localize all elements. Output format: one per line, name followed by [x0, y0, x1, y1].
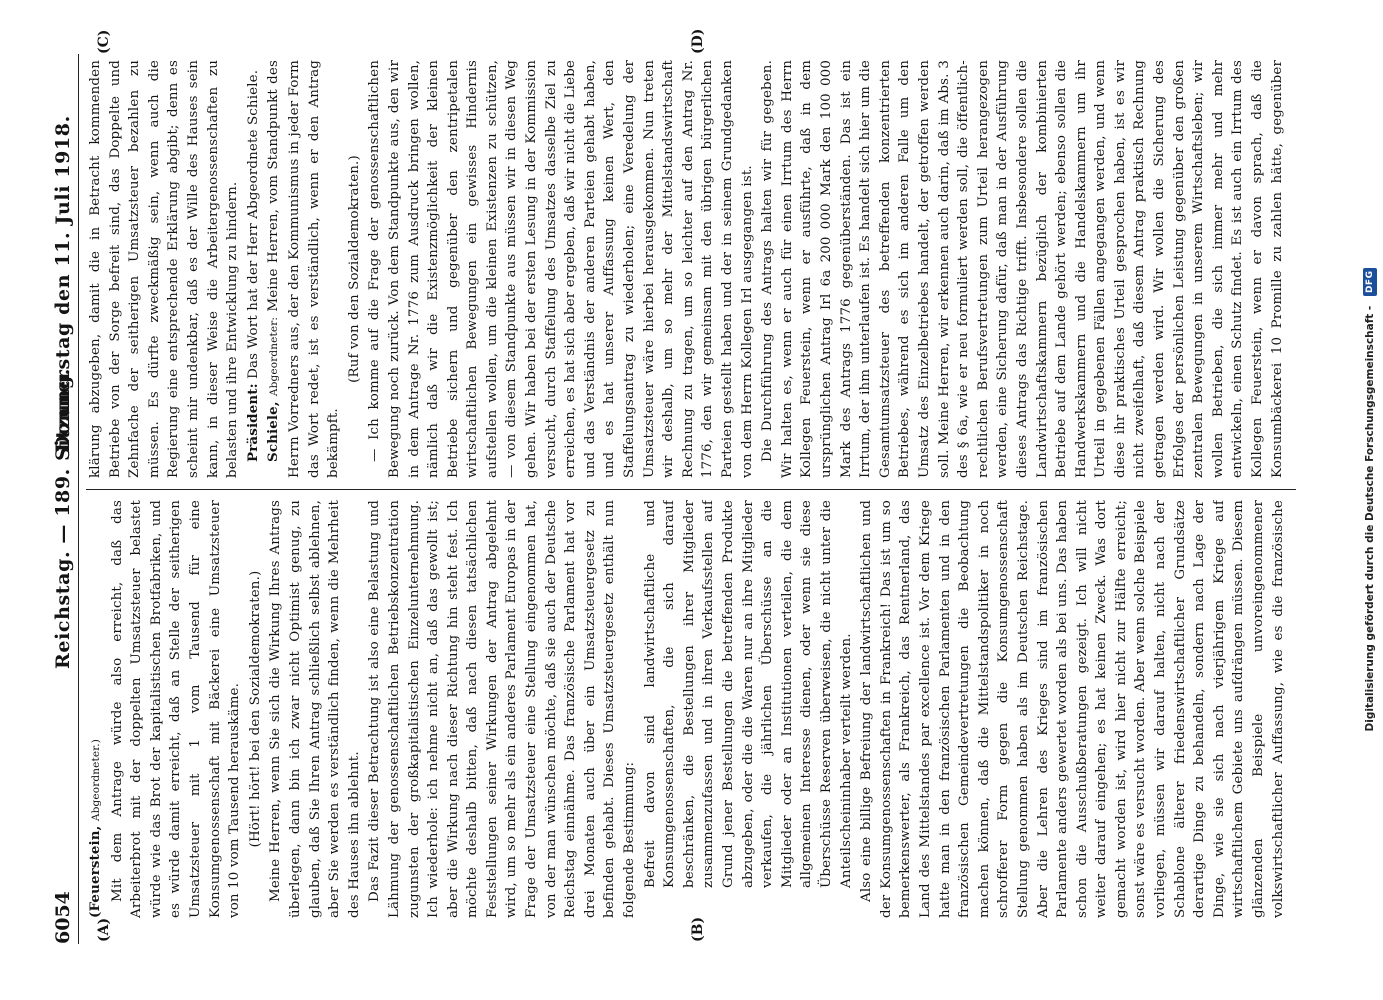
left-column	[86, 500, 1286, 918]
paragraph: Meine Herren, wenn Sie sich die Wirkung Ihres Antrags überlegen, dann bin ich zwar nicht Optimist genug, zu glauben, daß Sie Ihren Antrag schließlich selbst ablehnen, aber Sie werden es verständlich finden, wenn die Mehrheit des Hauses ihn ablehnt.	[268, 500, 362, 918]
margin-marker-c: (C)	[96, 29, 112, 54]
speaker-name: (Feuerstein,	[87, 825, 103, 918]
dfg-logo: DFG	[1363, 268, 1377, 297]
paragraph: Das Fazit dieser Betrachtung ist also eine Belastung und Lähmung der genossenschaftlichen Betriebskonzentration zugunsten der großkapitalistischen Einzelunternehmung. Ich wiederhole: ich nehme nicht an, daß das gewollt ist; aber die Wirkung nach dieser Richtung hin steht fest. Ich möchte deshalb bitten, daß nach diesen tatsächlichen Feststellungen seiner Wirkungen der Antrag abgelehnt wird, um so mehr als ein anderes Parlament Europas in der Frage der Umsatzsteuer eine Stellung eingenommen hat, von der man wünschen möchte, daß sie auch der Deutsche Reichstag einnähme. Das französische Parlament hat vor drei Monaten auch über ein Umsatzsteuergesetz zu befinden gehabt. Dieses Umsatzsteuergesetz enthält nun folgende Bestimmung:	[367, 500, 638, 918]
column-divider	[86, 489, 1296, 490]
page-header	[48, 54, 79, 944]
session-title: Reichstag. — 189. Sitzung.	[52, 368, 74, 669]
paragraph: Mit dem Antrage würde also erreicht, daß das Arbeiterbrot mit der doppelten Umsatzsteuer belastet würde wie das Brot der kapitalistischen Brotfabriken, und es würde damit erreicht, daß an Stelle der seitherigen Umsatzsteuer mit 1 vom Tausend für eine Konsumgenossenschaft mit Bäckerei eine Umsatzsteuer von 10 vom Tausend herauskäme.	[109, 500, 243, 918]
margin-marker-b: (B)	[690, 916, 706, 942]
page-number: 6054	[52, 891, 74, 944]
interjection: (Ruf von den Sozialdemokraten.)	[346, 155, 362, 383]
paragraph: klärung abzugeben, damit die in Betracht kommenden Betriebe von der Sorge befreit sind, das Doppelte und Zehnfache der seitherigen Umsatzsteuer bezahlen zu müssen. Es dürfte zweckmäßig sein, wenn auch die Regierung eine entsprechende Erklärung abgibt; denn es scheint mir undenkbar, daß es der Wille des Hauses sein kann, in dieser Weise die Arbeitergenossenschaften zu belasten und ihre Entwicklung zu hindern.	[88, 60, 241, 478]
speaker-name: Schiele,	[265, 401, 282, 462]
margin-marker-a: (A)	[96, 917, 112, 942]
speaker-intro	[264, 60, 343, 478]
paragraph: Die Durchführung des Antrags halten wir für gegeben. Wir halten es, wenn er auch für einen Irrtum des Herrn Kollegen Feuerstein, wenn er ausführte, daß in dem ursprünglichen Antrag Irl 6a 200 000 Mark den 100 000 Mark des Antrags 1776 gegenüberständen. Das ist ein Irrtum, der ihm unterlaufen ist. Es handelt sich hier um die Gesamtumsatzsteuer des betreffenden konzentrierten Betriebes, während es sich im anderen Falle um den Umsatz des Einzelbetriebes handelt, der getroffen werden soll. Meine Herren, wir erkennen auch darin, daß im Abs. 3 des § 6a, wie er neu formuliert werden soll, die öffentlich-rechtlichen Berufsvertretungen zum Urteil herangezogen werden, eine Sicherung dafür, daß man in der Ausführung dieses Antrags das Richtige trifft. Insbesondere sollen die Landwirtschaftskammern bezüglich der kombinierten Betriebe auf dem Lande gehört werden; ebenso sollen die Handwerkskammern und die Handelskammern um ihr Urteil in gegebenen Fällen angegangen werden, und wenn diese ihr praktisches Urteil gesprochen haben, ist es wir nicht zweifelhaft, daß diesem Antrag praktisch Rechnung getragen werden wird. Wir wollen die Sicherung des Erfolges der persönlichen Leistung gegenüber den großen zentralen Bewegungen in unserem Wirtschaftsleben; wir wollen Betrieben, die sich immer mehr und mehr entwickeln, einen Schutz findet. Es ist auch ein Irrtum des Kollegen Feuerstein, wenn er davon sprach, daß die Konsumbäckerei 10 Promille zu zahlen hätte, gegenüber	[760, 60, 1285, 478]
president-statement	[244, 60, 264, 478]
president-label: Präsident:	[244, 383, 261, 462]
digitization-text: Digitalisierung gefördert durch die Deutsche Forschungsgemeinschaft -	[1364, 305, 1376, 732]
speaker-text: Meine Herren, vom Standpunkt des Herrn Vorredners aus, der den Kommunismus in jeder Form das Wort redet, ist es verständlich, wenn er den Antrag bekämpft.	[266, 60, 342, 478]
speaker-continuation	[86, 500, 107, 918]
session-date: Donnerstag den 11. Juli 1918.	[52, 115, 74, 452]
law-quote: Befreit davon sind landwirtschaftliche und Konsumgenossenschaften, die sich darauf beschränken, die Bestellungen ihrer Mitglieder zusammenzufassen und in ihren Verkaufsstellen auf Grund jener Bestellungen die betreffenden Produkte abzugeben, oder die die Waren nur an ihre Mitglieder verkaufen, die jährlichen Überschüsse an die Mitglieder oder an Institutionen verteilen, die dem allgemeinen Interesse dienen, oder wenn sie diese Überschüsse Reserven überweisen, die nicht unter die Anteilscheininhaber verteilt werden.	[642, 500, 854, 888]
speaker-role: Abgeordneter.)	[90, 738, 102, 822]
right-column	[86, 60, 1286, 478]
margin-marker-d: (D)	[690, 28, 706, 54]
paragraph: — Ich komme auf die Frage der genossenschaftlichen Bewegung noch zurück. Von dem Standpunkte aus, den wir in dem Antrage Nr. 1776 zum Ausdruck bringen wollen, nämlich daß wir die Existenzmöglichkeit der kleinen Betriebe sichern und gegenüber den zentripetalen wirtschaftlichen Bewegungen ein gewisses Hindernis aufstellen wollen, um die kleinen Existenzen zu schützen, — von diesem Standpunkte aus müssen wir in diesen Weg gehen. Wir haben bei der ersten Lesung in der Kommission versucht, durch Staffelung des Umsatzes dasselbe Ziel zu erreichen, es hat sich aber ergeben, daß wir nicht die Liebe und das Verständnis der anderen Parteien gehabt haben, und es hat unserer Auffassung keinen Wert, den Staffelungsantrag zu wiederholen; eine Veredelung der Umsatzsteuer wäre hierbei herausgekommen. Nun treten wir deshalb, um so mehr der Mittelstandswirtschaft Rechnung zu tragen, um so leichter auf den Antrag Nr. 1776, den wir gemeinsam mit den übrigen bürgerlichen Parteien gestellt haben und der in seinem Grundgedanken von dem Herrn Kollegen Irl ausgegangen ist.	[367, 60, 755, 478]
president-text: Das Wort hat der Herr Abgeordnete Schiele.	[245, 69, 261, 379]
paragraph: Also eine billige Befreiung der landwirtschaftlichen und der Konsumgenossenschaften in Frankreich! Das ist um so bemerkenswerter, als Frankreich, das Rentnerland, das Land des Mittelstandes par excellence ist. Vor dem Kriege hatte man in den französischen Parlamenten und in den französischen Gemeindevertretungen die Beobachtung machen können, daß die Mittelstandspolitiker in noch schrofferer Form gegen die Konsumgenossenschaft Stellung genommen haben als im Deutschen Reichstage. Aber die Lehren des Krieges sind im französischen Parlamente anders gewertet worden als bei uns. Das haben schon die Ausschußberatungen gezeigt. Ich will nicht weiter darauf eingehen; es hat keinen Zweck. Was dort gemacht worden ist, wird hier nicht zur Hälfte erreicht; sonst wäre es versucht worden. Aber wenn solche Beispiele vorliegen, müssen wir darauf halten, nicht nach der Schablone älterer friedenswirtschaftlicher Grundsätze derartige Dinge zu behandeln, sondern nach Lage der Dinge, wie sie sich nach vierjährigem Kriege auf wirtschaftlichem Gebiete uns aufdrängen müssen. Diesem glänzenden Beispiele unvoreingenommener volkswirtschaftlicher Auffassung, wie es die französische	[859, 500, 1286, 918]
interjection: (Hört! hört! bei den Sozialdemokraten.)	[247, 570, 263, 848]
speaker-role: Abgeordneter:	[268, 316, 281, 397]
digitization-notice	[1360, 7, 1380, 992]
